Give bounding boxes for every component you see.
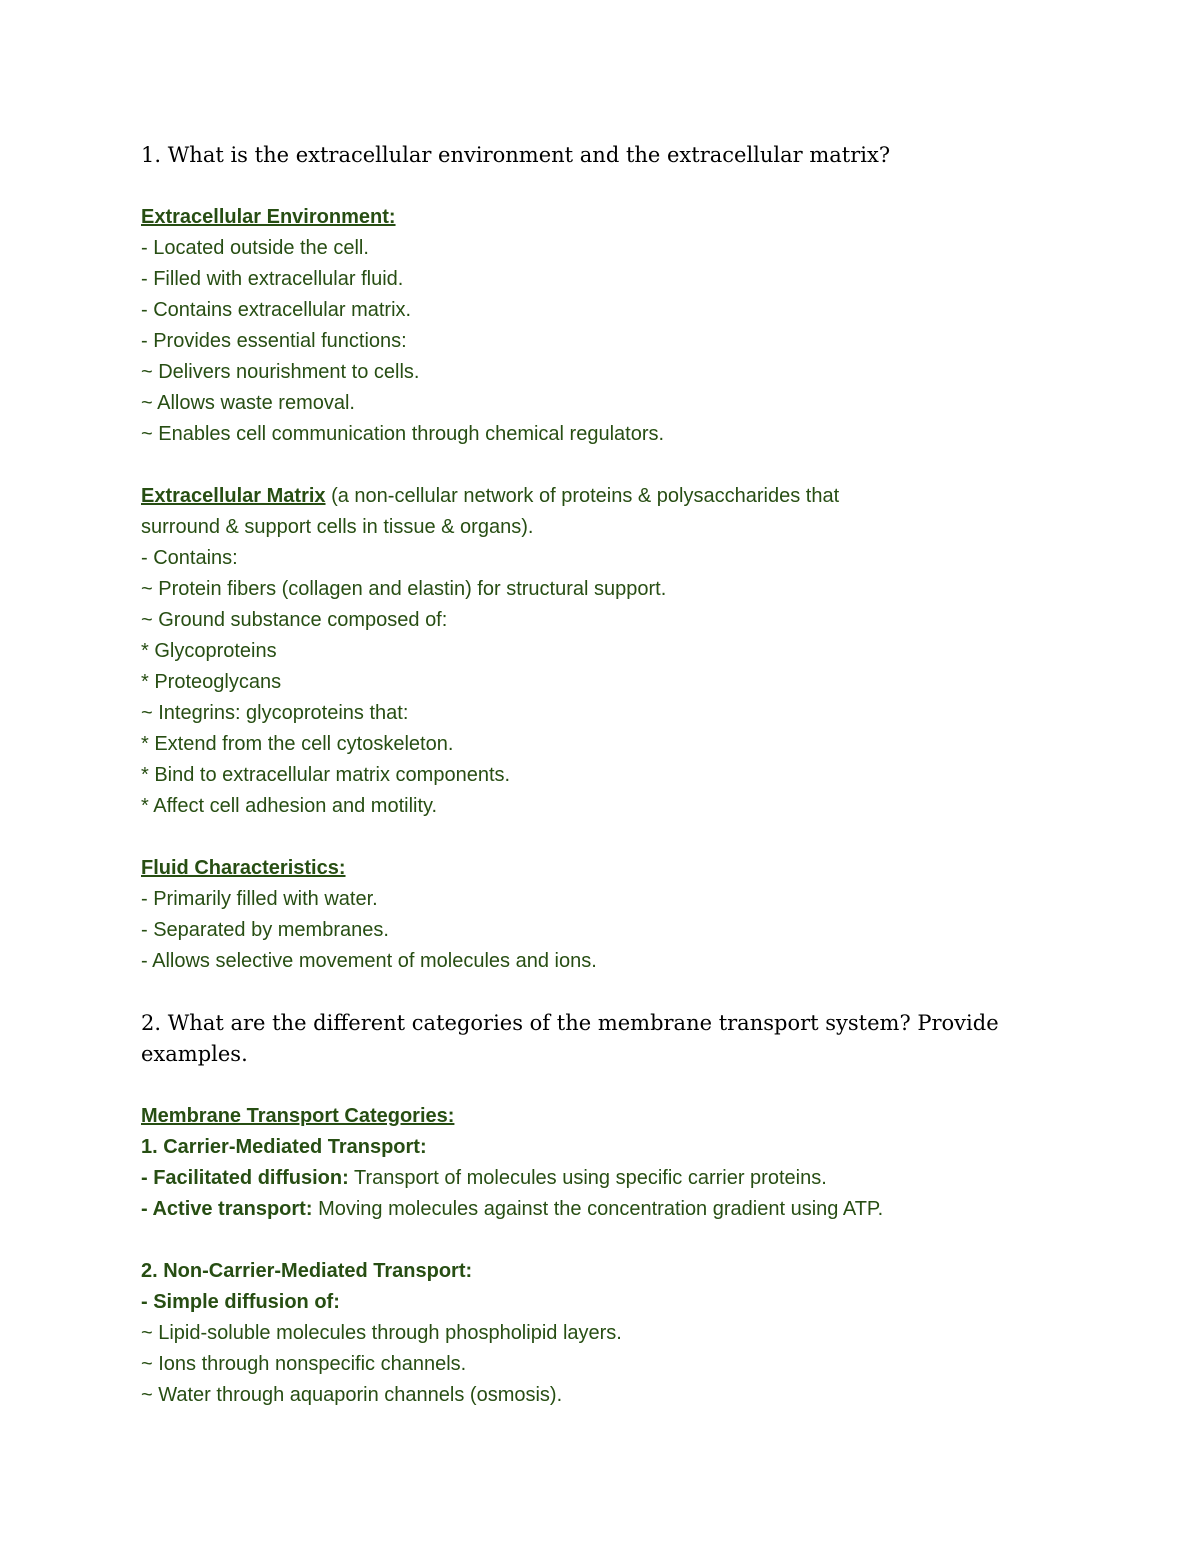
spacer xyxy=(141,171,1041,202)
carrier-mediated-title: 1. Carrier-Mediated Transport: xyxy=(141,1136,427,1158)
spacer xyxy=(141,977,1041,1008)
list-item: ~ Integrins: glycoproteins that: xyxy=(141,702,409,724)
list-item: * Extend from the cell cytoskeleton. xyxy=(141,733,454,755)
non-carrier-mediated-title: 2. Non-Carrier-Mediated Transport: xyxy=(141,1260,473,1282)
question-2: 2. What are the different categories of the membrane transport system? Provide xyxy=(141,1011,999,1035)
question-2-continued: examples. xyxy=(141,1042,248,1066)
list-item: ~ Lipid-soluble molecules through phospholipid layers. xyxy=(141,1322,622,1344)
list-item: ~ Allows waste removal. xyxy=(141,392,355,414)
list-item: - Contains extracellular matrix. xyxy=(141,299,412,321)
active-transport-item xyxy=(141,1194,1041,1225)
matrix-description: (a non-cellular network of proteins & polysaccharides that xyxy=(325,485,840,507)
membrane-transport-heading: Membrane Transport Categories: xyxy=(141,1105,455,1127)
spacer xyxy=(141,450,1041,481)
list-item: - Contains: xyxy=(141,547,238,569)
list-item: ~ Enables cell communication through chemical regulators. xyxy=(141,423,665,445)
facilitated-diffusion-text: Transport of molecules using specific carrier proteins. xyxy=(348,1167,827,1189)
extracellular-environment-heading: Extracellular Environment: xyxy=(141,206,396,228)
list-item: ~ Ions through nonspecific channels. xyxy=(141,1353,467,1375)
list-item: * Affect cell adhesion and motility. xyxy=(141,795,438,817)
list-item: - Separated by membranes. xyxy=(141,919,389,941)
list-item: - Primarily filled with water. xyxy=(141,888,378,910)
fluid-characteristics-heading: Fluid Characteristics: xyxy=(141,857,346,879)
list-item: * Glycoproteins xyxy=(141,640,277,662)
document-page xyxy=(141,140,1041,1411)
list-item: - Allows selective movement of molecules and ions. xyxy=(141,950,597,972)
matrix-description-continued: surround & support cells in tissue & organs). xyxy=(141,516,534,538)
list-item: - Filled with extracellular fluid. xyxy=(141,268,404,290)
spacer xyxy=(141,1070,1041,1101)
active-transport-text: Moving molecules against the concentration gradient using ATP. xyxy=(312,1198,884,1220)
list-item: * Proteoglycans xyxy=(141,671,282,693)
spacer xyxy=(141,822,1041,853)
question-1: 1. What is the extracellular environment and the extracellular matrix? xyxy=(141,143,891,167)
list-item: ~ Ground substance composed of: xyxy=(141,609,448,631)
extracellular-matrix-intro xyxy=(141,481,1041,512)
active-transport-label: - Active transport: xyxy=(141,1198,313,1220)
list-item: ~ Delivers nourishment to cells. xyxy=(141,361,420,383)
list-item: ~ Water through aquaporin channels (osmosis). xyxy=(141,1384,563,1406)
list-item: - Provides essential functions: xyxy=(141,330,407,352)
list-item: ~ Protein fibers (collagen and elastin) for structural support. xyxy=(141,578,667,600)
facilitated-diffusion-label: - Facilitated diffusion: xyxy=(141,1167,349,1189)
simple-diffusion-label: - Simple diffusion of: xyxy=(141,1291,340,1313)
facilitated-diffusion-item xyxy=(141,1163,1041,1194)
extracellular-matrix-heading: Extracellular Matrix xyxy=(141,485,326,507)
list-item: - Located outside the cell. xyxy=(141,237,369,259)
spacer xyxy=(141,1225,1041,1256)
list-item: * Bind to extracellular matrix components. xyxy=(141,764,511,786)
